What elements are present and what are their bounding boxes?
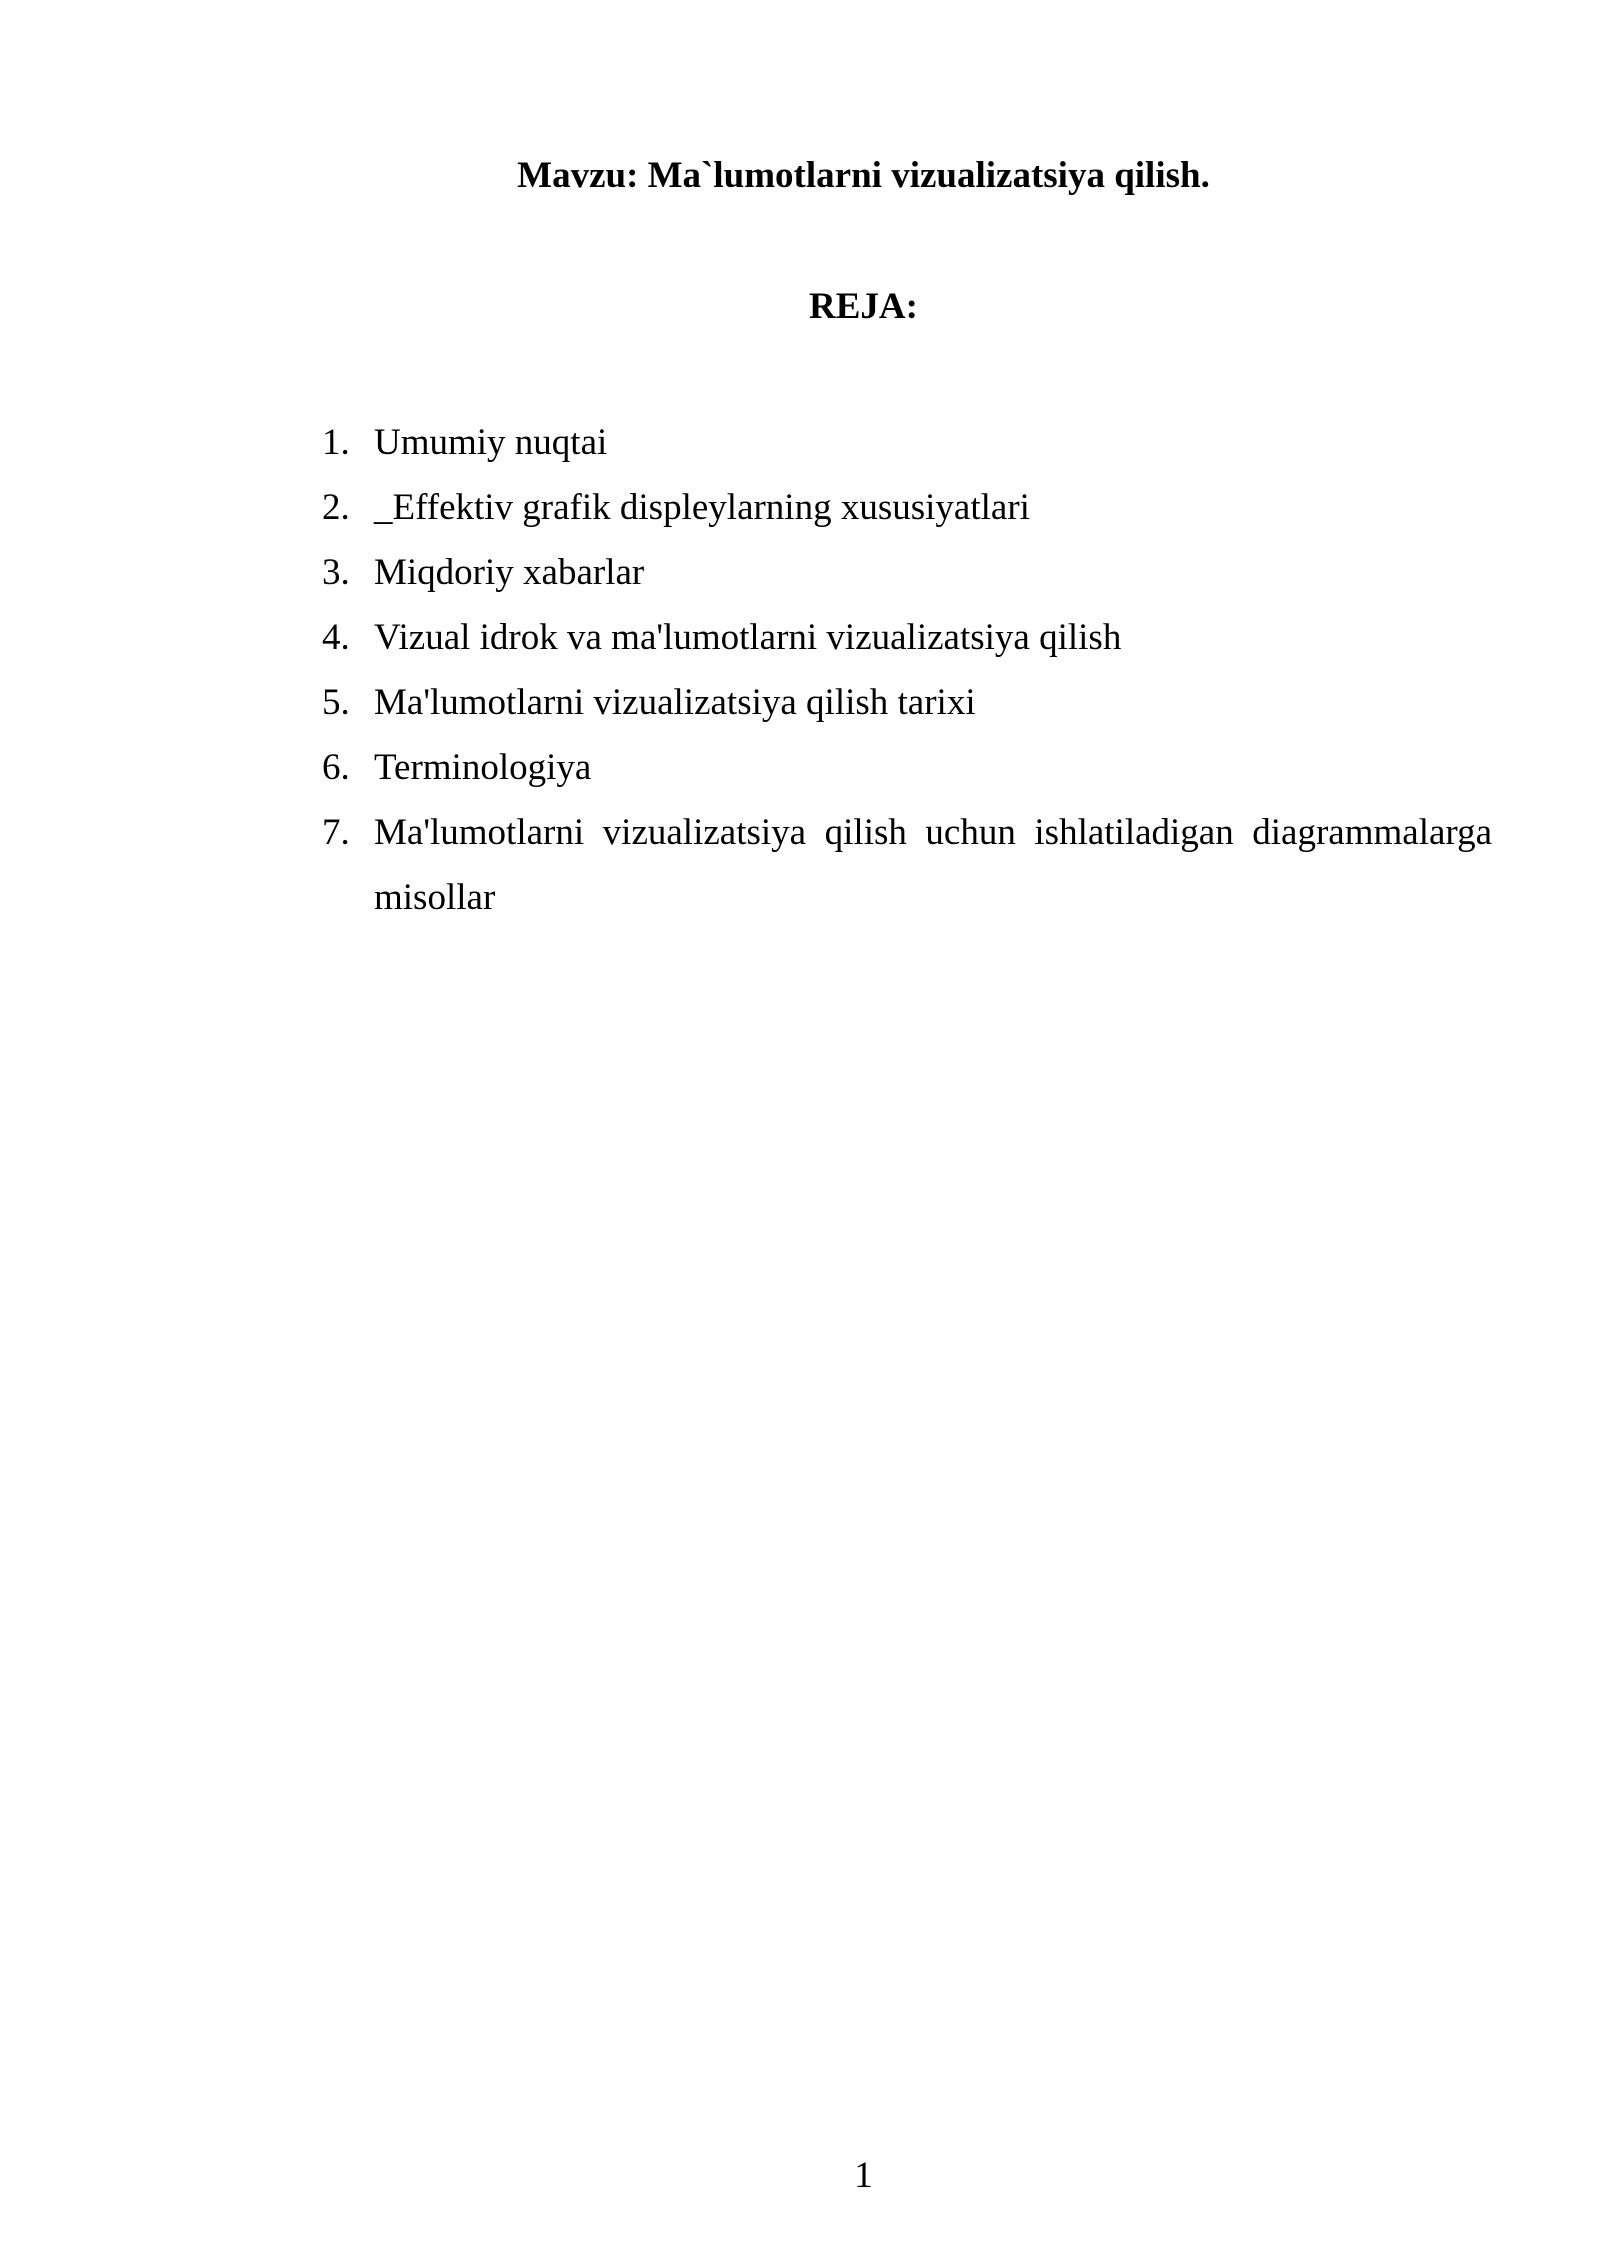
plan-item xyxy=(322,735,1492,800)
plan-item-text: Miqdoriy xabarlar xyxy=(374,552,645,593)
document-title: Mavzu: Ma`lumotlarni vizualizatsiya qilish. xyxy=(517,155,1210,196)
plan-item xyxy=(322,475,1492,540)
plan-item xyxy=(322,605,1492,670)
plan-item-text: Terminologiya xyxy=(374,747,592,788)
plan-item-number: 1. xyxy=(322,422,350,463)
plan-item-text: Ma'lumotlarni vizualizatsiya qilish tarixi xyxy=(374,682,976,723)
plan-item-number: 7. xyxy=(322,812,350,853)
plan-item-text: Vizual idrok va ma'lumotlarni vizualizatsiya qilish xyxy=(374,617,1122,658)
plan-item-text: _Effektiv grafik displeylarning xususiyatlari xyxy=(374,487,1030,528)
plan-item-number: 6. xyxy=(322,747,350,788)
plan-item-number: 2. xyxy=(322,487,350,528)
plan-heading: REJA: xyxy=(809,286,918,327)
plan-item-text: Umumiy nuqtai xyxy=(374,422,608,463)
plan-item xyxy=(322,540,1492,605)
page-number: 1 xyxy=(854,2155,873,2196)
plan-list xyxy=(322,410,1492,930)
plan-item-text: Ma'lumotlarni vizualizatsiya qilish uchun ishlatiladigan diagrammalarga misollar xyxy=(374,812,1492,918)
plan-item xyxy=(322,800,1492,930)
plan-item-number: 5. xyxy=(322,682,350,723)
plan-item-number: 3. xyxy=(322,552,350,593)
plan-item xyxy=(322,670,1492,735)
plan-item-number: 4. xyxy=(322,617,350,658)
plan-item xyxy=(322,410,1492,475)
